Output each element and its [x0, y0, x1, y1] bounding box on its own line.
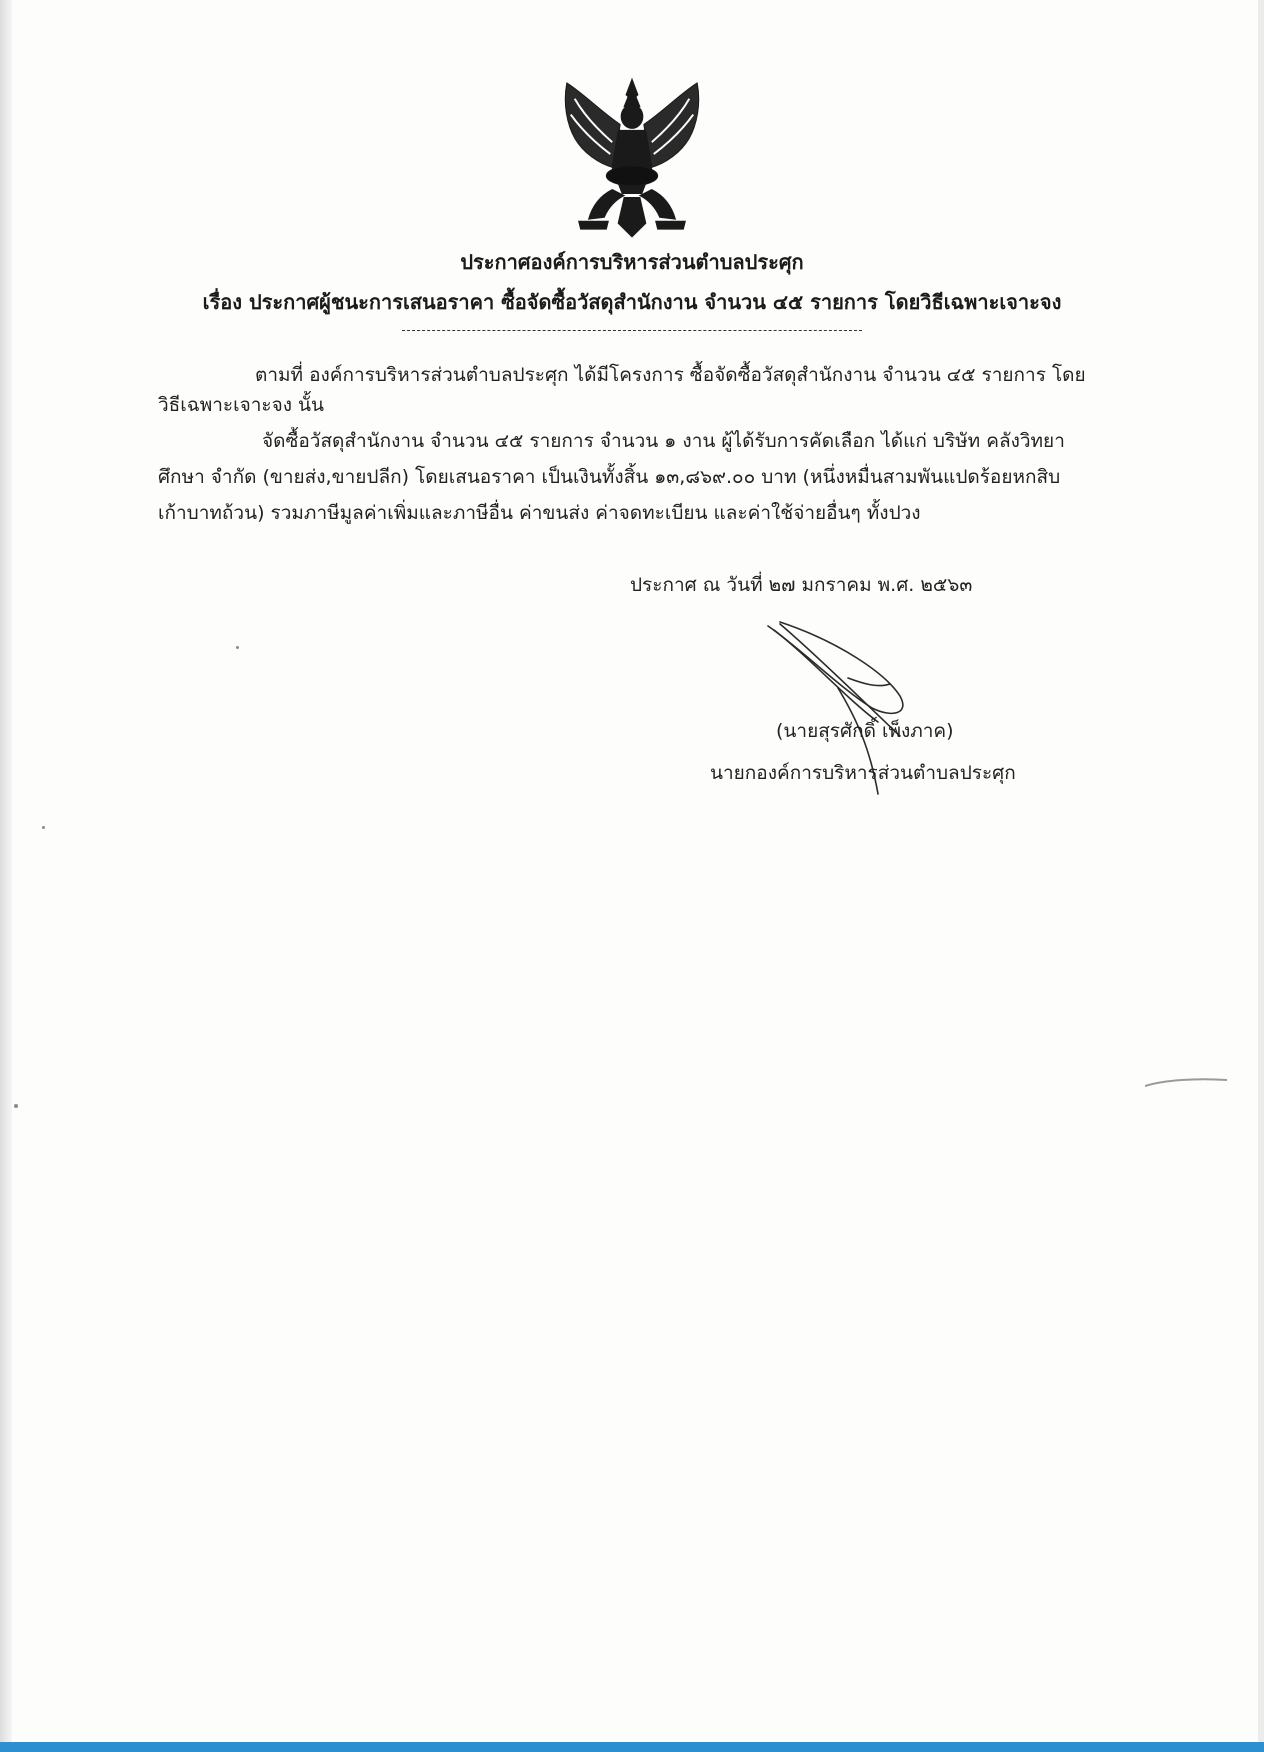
announcement-date: ประกาศ ณ วันที่ ๒๗ มกราคม พ.ศ. ๒๕๖๓: [630, 574, 973, 596]
title-divider: [402, 330, 862, 331]
scan-speck: [14, 1104, 18, 1108]
document-title: ประกาศองค์การบริหารส่วนตำบลประศุก: [460, 250, 804, 274]
garuda-emblem-icon: [553, 72, 711, 242]
signatory-position: นายกองค์การบริหารส่วนตำบลประศุก: [710, 762, 1016, 784]
scan-speck: [236, 646, 239, 649]
scan-speck: [42, 826, 45, 829]
paragraph-2-line-3: เก้าบาทถ้วน) รวมภาษีมูลค่าเพิ่มและภาษีอื่น ค่าขนส่ง ค่าจดทะเบียน และค่าใช้จ่ายอื่นๆ ทั้งปวง: [158, 502, 921, 524]
paragraph-2-line-2: ศึกษา จำกัด (ขายส่ง,ขายปลีก) โดยเสนอราคา เป็นเงินทั้งสิ้น ๑๓,๘๖๙.๐๐ บาท (หนึ่งหมื่นสามพันแปดร้อยหกสิบ: [158, 466, 1061, 488]
signatory-name: (นายสุรศักดิ์ เพ็งภาค): [776, 720, 954, 742]
paragraph-2-line-1: จัดซื้อวัสดุสำนักงาน จำนวน ๔๕ รายการ จำนวน ๑ งาน ผู้ได้รับการคัดเลือก ได้แก่ บริษัท คลังวิทยา: [262, 430, 1065, 452]
scan-smudge: [1145, 1076, 1227, 1090]
paragraph-1-line-1: ตามที่ องค์การบริหารส่วนตำบลประศุก ได้มีโครงการ ซื้อจัดซื้อวัสดุสำนักงาน จำนวน ๔๕ รายการ โดย: [255, 364, 1086, 386]
paragraph-1-line-2: วิธีเฉพาะเจาะจง นั้น: [158, 394, 325, 416]
scan-edge-bottom: [0, 1742, 1264, 1752]
document-subject: เรื่อง ประกาศผู้ชนะการเสนอราคา ซื้อจัดซื้อวัสดุสำนักงาน จำนวน ๔๕ รายการ โดยวิธีเฉพาะเจาะจง: [202, 290, 1062, 314]
